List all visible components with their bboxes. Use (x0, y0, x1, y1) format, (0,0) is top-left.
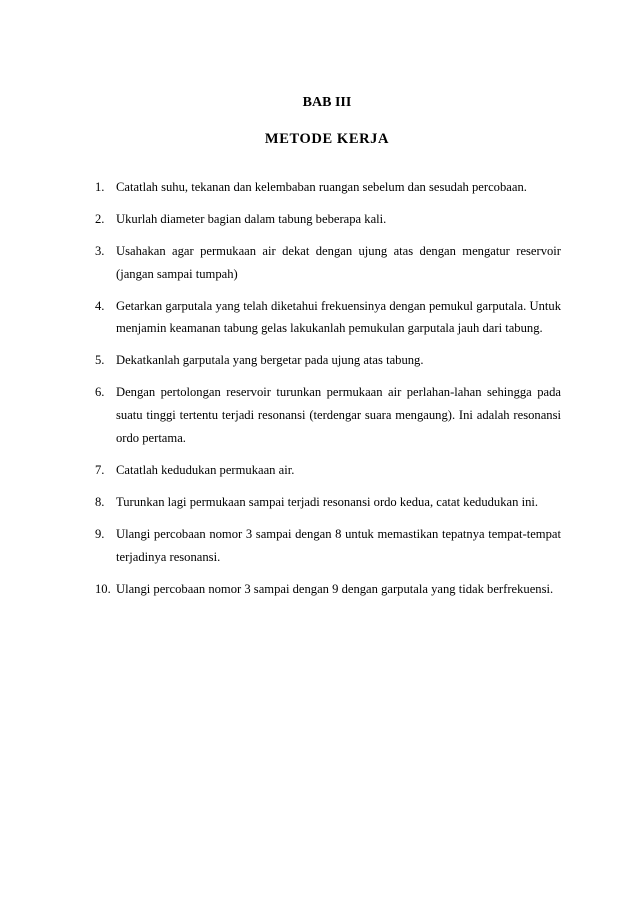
list-item-number: 5. (95, 353, 105, 368)
list-item-number: 2. (95, 212, 105, 226)
list-item (95, 295, 561, 340)
list-item-number: 7. (95, 462, 105, 477)
list-item (95, 381, 561, 449)
list-item (95, 208, 561, 231)
list-item (95, 240, 561, 285)
list-item (95, 491, 561, 514)
list-item-text: Ukurlah diameter bagian dalam tabung beberapa kali. (116, 212, 387, 226)
list-item-text: Getarkan garputala yang telah diketahui frekuensinya dengan pemukul garputala. Untuk menjamin keamanan tabung gelas lakukanlah pemukulan garputala jauh dari tabung. (116, 298, 561, 336)
list-item-number: 4. (95, 298, 105, 313)
chapter-number: BAB III (302, 95, 352, 110)
list-item-text: Dekatkanlah garputala yang bergetar pada ujung atas tabung. (116, 353, 424, 368)
list-item-text: Usahakan agar permukaan air dekat dengan ujung atas dengan mengatur reservoir (jangan sampai tumpah) (116, 244, 561, 281)
list-item-text: Ulangi percobaan nomor 3 sampai dengan 9 dengan garputala yang tidak berfrekuensi. (116, 581, 554, 596)
list-item-text: Ulangi percobaan nomor 3 sampai dengan 8 untuk memastikan tepatnya tempat-tempat terjadinya resonansi. (116, 526, 561, 564)
list-item-text: Turunkan lagi permukaan sampai terjadi resonansi ordo kedua, catat kedudukan ini. (116, 494, 539, 509)
list-item-number: 8. (95, 494, 105, 509)
list-item-text: Catatlah suhu, tekanan dan kelembaban ruangan sebelum dan sesudah percobaan. (116, 180, 527, 194)
list-item-text: Dengan pertolongan reservoir turunkan permukaan air perlahan-lahan sehingga pada suatu tinggi tertentu terjadi resonansi (terdengar suara mengaung). Ini adalah resonansi ordo pertama. (116, 385, 561, 445)
procedure-list (95, 176, 561, 610)
list-item (95, 176, 561, 199)
list-item (95, 523, 561, 568)
list-item-number: 1. (95, 180, 105, 194)
list-item-number: 3. (95, 244, 105, 258)
list-item-number: 9. (95, 526, 105, 541)
chapter-title: METODE KERJA (264, 131, 390, 147)
list-item-number: 6. (95, 385, 105, 400)
list-item-text: Catatlah kedudukan permukaan air. (116, 462, 295, 477)
list-item (95, 578, 561, 601)
list-item (95, 349, 561, 372)
list-item-number: 10. (95, 581, 111, 596)
list-item (95, 459, 561, 482)
